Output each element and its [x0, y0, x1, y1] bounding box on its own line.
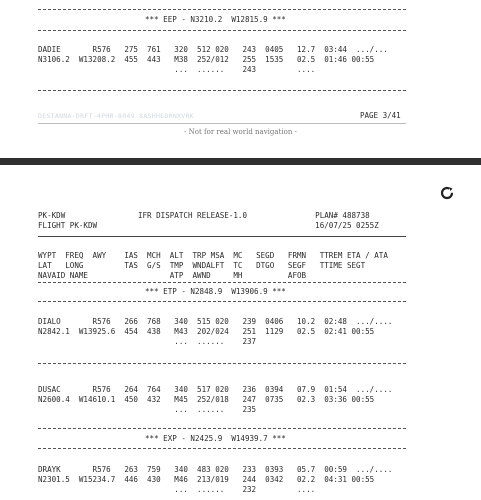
waypoint-row-line1: DUSAC R576 264 764 340 517 020 236 0394 07.9 01:54 .../.... — [38, 385, 393, 394]
waypoint-row-line2: N3106.2 W13208.2 455 443 M38 252/012 255 1535 02.5 01:46 00:55 — [38, 55, 375, 64]
release-header-line1: PK-KDW IFR DISPATCH RELEASE-1.0 PLAN# 488738 — [38, 211, 370, 220]
watermark: DESTANNA-DRFT-4PHR-8049 8ASHHEDRNXVRK — [38, 112, 194, 120]
waypoint-row-line3: ... ...... 235 — [38, 405, 257, 414]
waypoint-row-line2: N2600.4 W14610.1 450 432 M45 252/018 247 0735 02.3 03:36 00:55 — [38, 395, 375, 404]
eep-banner: *** EEP - N3210.2 W12815.9 *** — [145, 15, 286, 24]
refresh-icon[interactable] — [440, 186, 454, 200]
page-separator — [0, 158, 481, 165]
dashed-rule — [38, 90, 406, 91]
waypoint-row-line1: DRAYK R576 263 759 340 483 020 233 0393 05.7 00:59 .../.... — [38, 465, 393, 474]
dashed-rule — [38, 363, 406, 364]
footer-rule — [38, 123, 406, 124]
waypoint-row-line3: ... ...... 232 .... — [38, 485, 316, 494]
exp-banner: *** EXP - N2425.9 W14939.7 *** — [145, 434, 286, 443]
dashed-rule — [38, 448, 406, 449]
dashed-rule — [38, 9, 406, 10]
waypoint-row-line3: ... ...... 243 .... — [38, 65, 316, 74]
waypoint-row-line2: N2842.1 W13925.6 454 438 M43 202/024 251 1129 02.5 02:41 00:55 — [38, 327, 375, 336]
column-header-line2: LAT LONG TAS G/S TMP WNDALFT TC DTGO SEGF TTIME SEGT — [38, 261, 366, 270]
dashed-rule — [38, 282, 406, 283]
header-rule — [38, 236, 406, 237]
column-header-line1: WYPT FREQ AWY IAS MCH ALT TRP MSA MC SEGD FRMN TTREM ETA / ATA — [38, 251, 388, 260]
waypoint-row-line1: DADIE R576 275 761 320 512 020 243 0405 12.7 03:44 .../... — [38, 45, 388, 54]
document-page-previous — [0, 0, 481, 158]
document-page-current — [0, 165, 481, 500]
dashed-rule — [38, 428, 406, 429]
etp-banner: *** ETP - N2848.9 W13906.9 *** — [145, 287, 286, 296]
dashed-rule — [38, 301, 406, 302]
page-number: PAGE 3/41 — [360, 111, 401, 120]
column-header-line3: NAVAID NAME ATP AWND MH AFOB — [38, 271, 307, 280]
dashed-rule — [38, 30, 406, 31]
page-footer: - Not for real world navigation - — [184, 128, 297, 136]
waypoint-row-line1: DIALO R576 266 768 340 515 020 239 0406 10.2 02:48 .../.... — [38, 317, 393, 326]
waypoint-row-line3: ... ...... 237 — [38, 337, 257, 346]
waypoint-row-line2: N2301.5 W15234.7 446 430 M46 213/019 244 0342 02.2 04:31 00:55 — [38, 475, 375, 484]
release-header-line2: FLIGHT PK-KDW 16/07/25 0255Z — [38, 221, 379, 230]
